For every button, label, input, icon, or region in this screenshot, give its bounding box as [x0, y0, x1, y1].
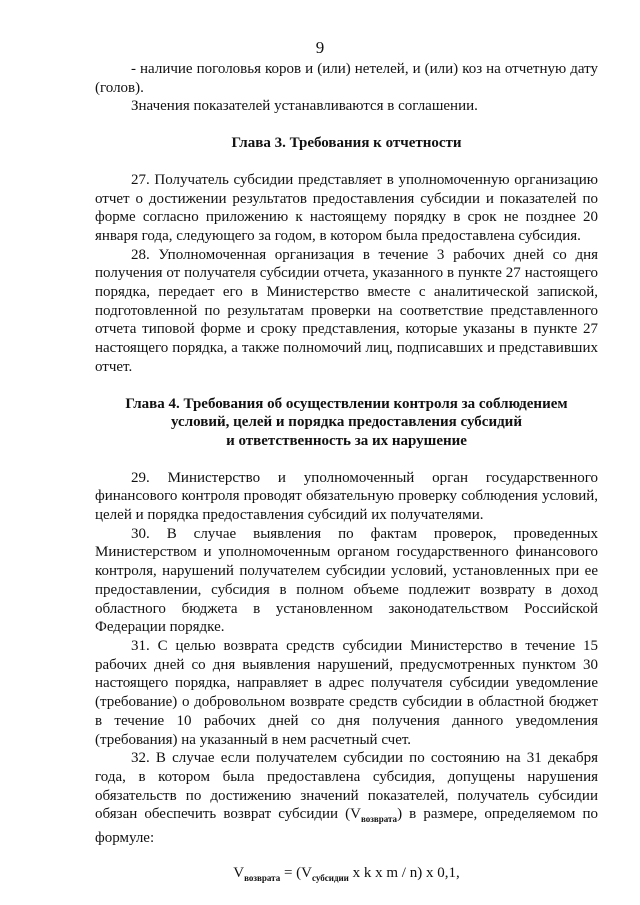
- paragraph-31: 31. С целью возврата средств субсидии Министерство в течение 15 рабочих дней со дня выявления нарушений, предусмотренных пунктом 30 настоящего порядка, направляет в адрес получателя субсидии уведомление (требование) о добровольном возврате средств субсидии в областной бюджет в течение 10 рабочих дней со дня получения данного уведомления (требования) на указанный в нем расчетный счет.: [95, 637, 598, 748]
- chapter-3-title: Глава 3. Требования к отчетности: [231, 135, 462, 152]
- chapter-4-title-line: и ответственность за их нарушение: [226, 432, 467, 449]
- chapter-4-title-line: условий, целей и порядка предоставления субсидий: [171, 414, 522, 431]
- page-number: 9: [315, 38, 325, 57]
- paragraph-27: 27. Получатель субсидии представляет в уполномоченную организацию отчет о достижении результатов предоставления субсидии и показателей по форме согласно приложению к настоящему порядку в срок не позднее 20 января года, следующего за годом, в котором была предоставлена субсидия.: [95, 171, 598, 244]
- paragraph-29: 29. Министерство и уполномоченный орган государственного финансового контроля проводят обязательную проверку соблюдения условий, целей и порядка предоставления субсидий их получателями.: [95, 469, 598, 524]
- paragraph-28: 28. Уполномоченная организация в течение 3 рабочих дней со дня получения от получателя субсидии отчета, указанного в пункте 27 настоящего порядка, передает его в Министерство вместе с аналитической запиской, подготовленной по результатам проверки на соответствие представленного отчета типовой форме и сроку представления, которые указаны в пункте 27 настоящего порядка, а также полномочий лиц, подписавших и представивших отчет.: [95, 246, 598, 375]
- paragraph-32: 32. В случае если получателем субсидии по состоянию на 31 декабря года, в котором была предоставлена субсидия, допущены нарушения обязательств по достижению значений показателей, получатель субсидии обязан обеспечить возврат субсидии $(V_{возврата})$ в размере, определяемом по формуле:: [95, 750, 598, 847]
- return-formula: $V_{возврата} = (V_{субсидии}$ x k x m / n) x 0,1,: [233, 864, 460, 883]
- chapter-4-title-line: Глава 4. Требования об осуществлении контроля за соблюдением: [125, 395, 568, 412]
- document-body: [95, 60, 598, 887]
- paragraph-30: 30. В случае выявления по фактам проверок, проведенных Министерством и уполномоченным органом государственного финансового контроля, нарушений получателем субсидии условий, установленных при ее предоставлении, субсидия в полном объеме подлежит возврату в доход областного бюджета в установленном законодательством Российской Федерации порядке.: [95, 525, 598, 636]
- paragraph: - наличие поголовья коров и (или) нетелей, и (или) коз на отчетную дату (голов).: [95, 61, 598, 96]
- chapter-4-title: [95, 395, 598, 451]
- paragraph: Значения показателей устанавливаются в соглашении.: [131, 98, 478, 115]
